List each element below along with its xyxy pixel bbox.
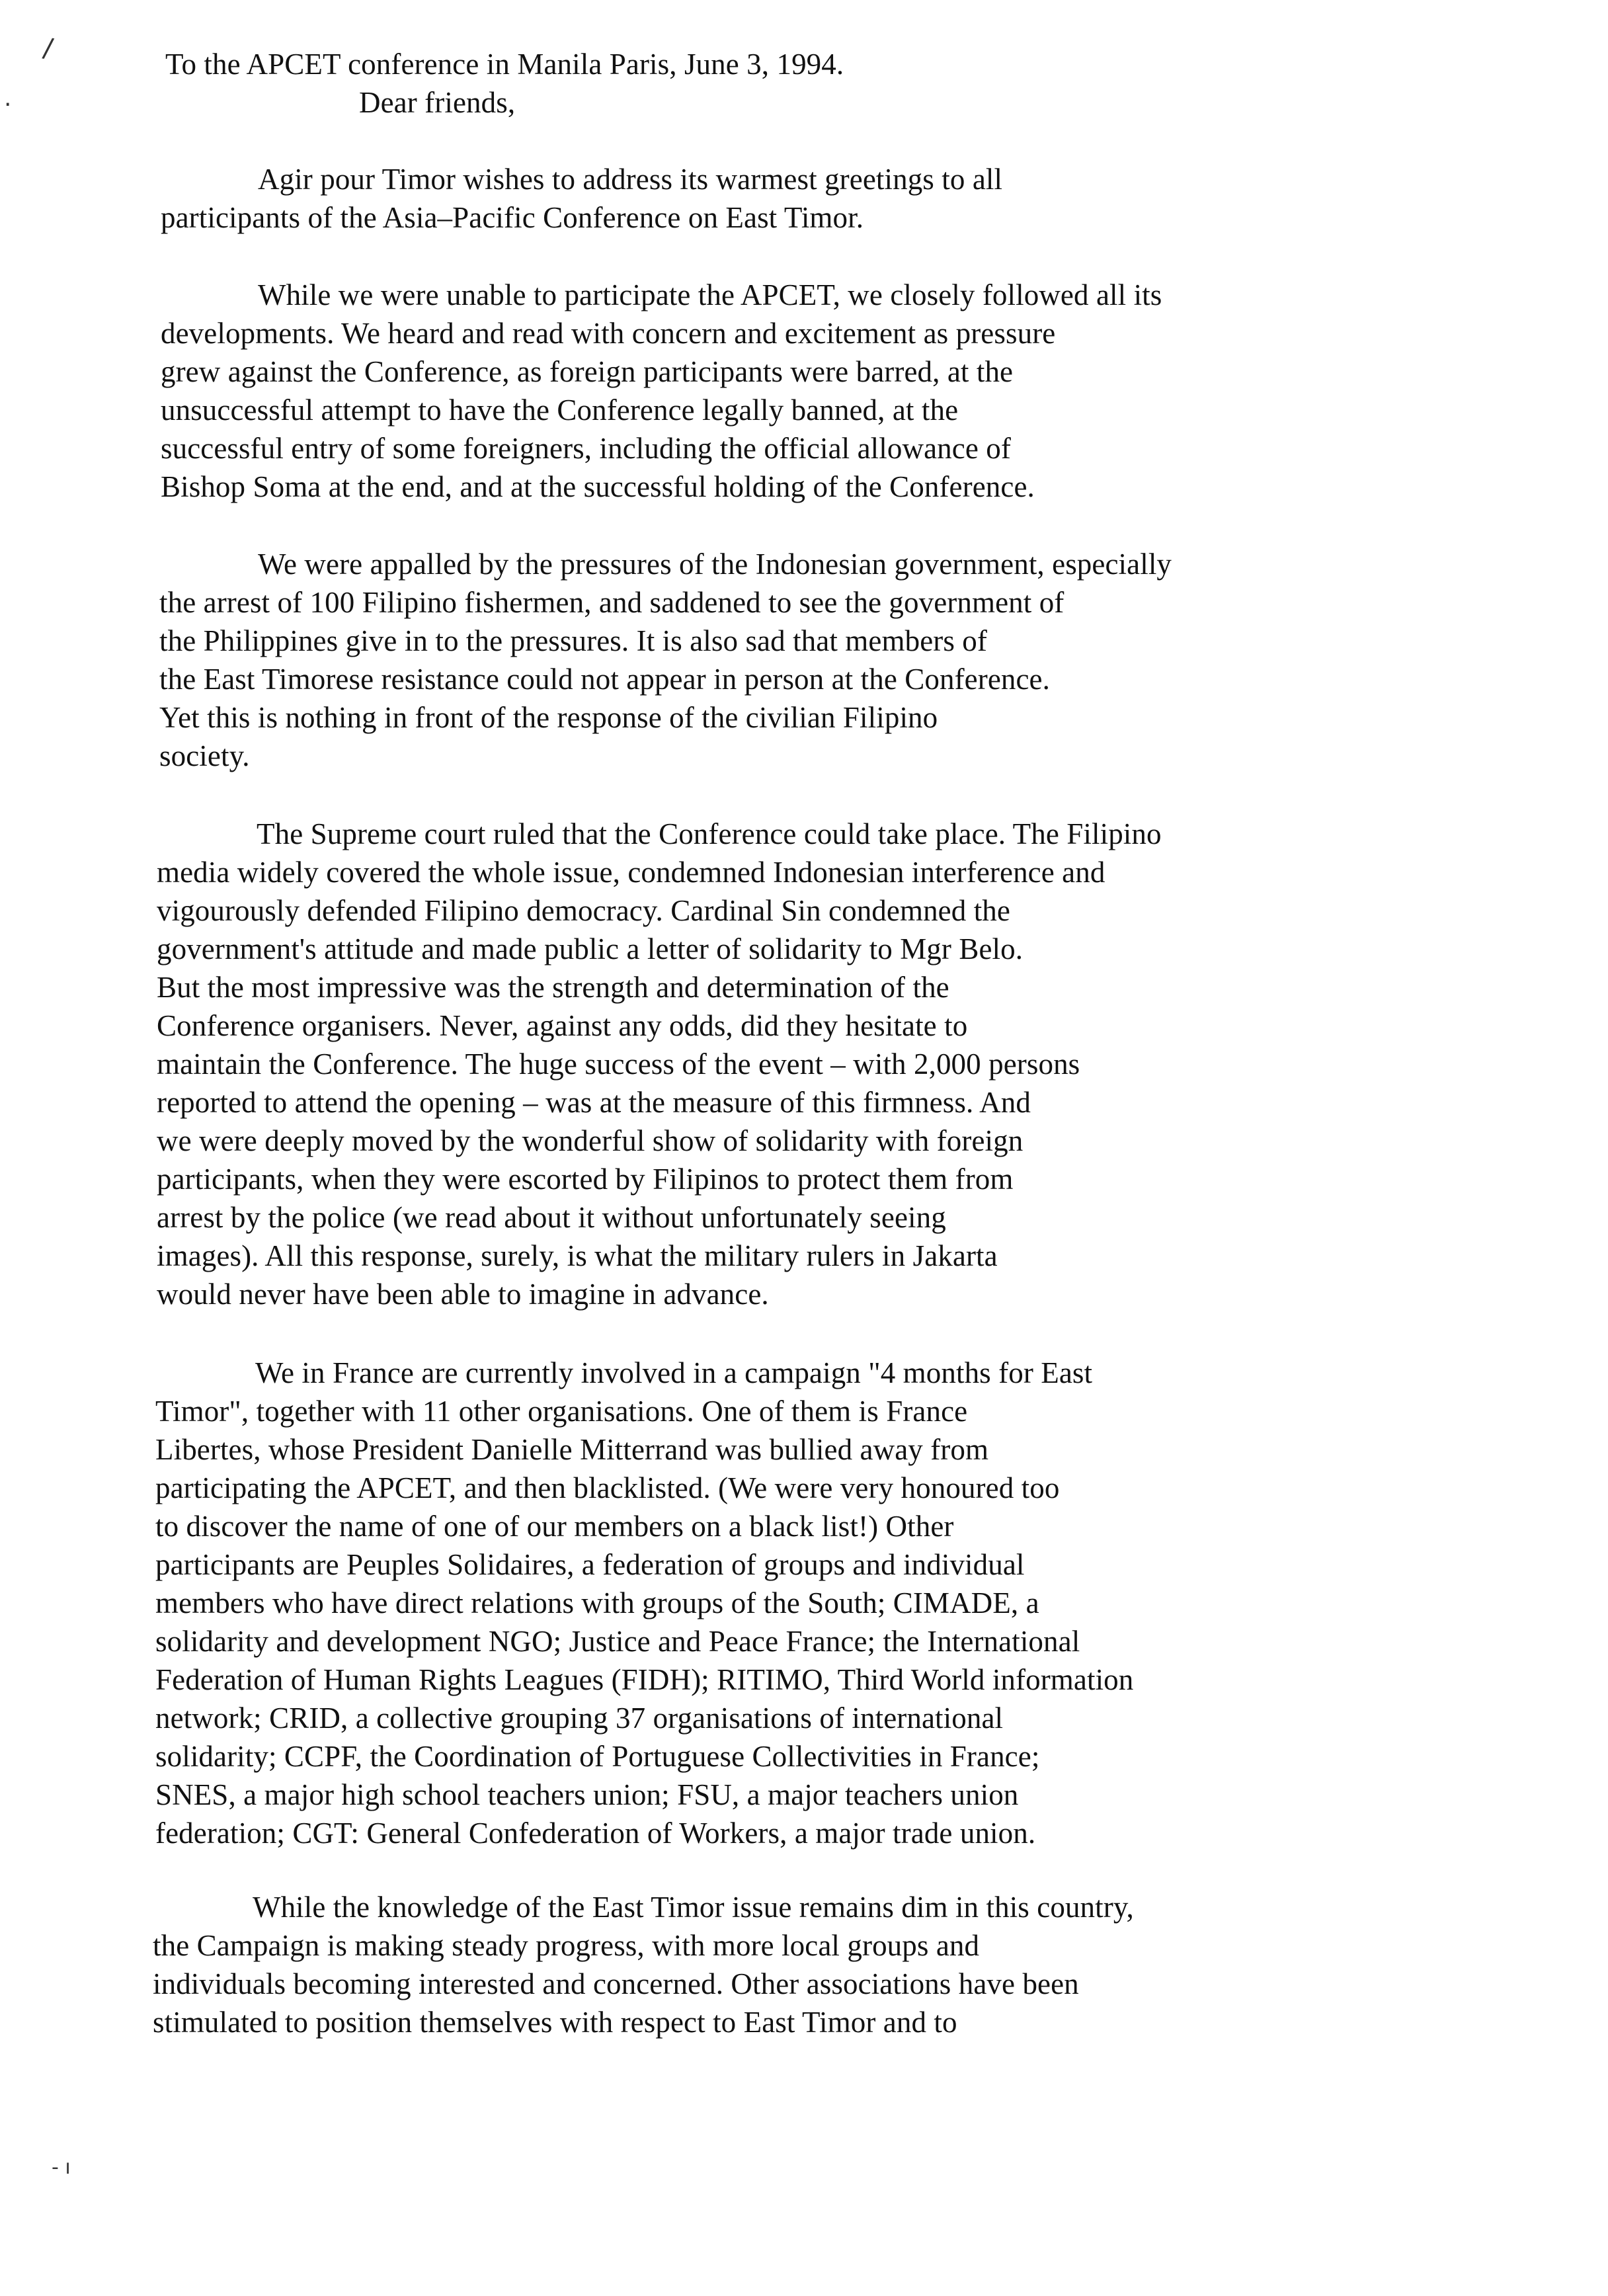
paragraph-5-line: solidarity and development NGO; Justice and Peace France; the International [155, 1625, 1080, 1658]
paragraph-4-line: reported to attend the opening – was at the measure of this firmness. And [157, 1086, 1031, 1119]
paragraph-5-line: network; CRID, a collective grouping 37 organisations of international [155, 1702, 1004, 1735]
paragraph-4-line: arrest by the police (we read about it without unfortunately seeing [157, 1201, 946, 1234]
scan-mark-bottom: - ı [52, 2156, 71, 2179]
paragraph-3-line: We were appalled by the pressures of the Indonesian government, especially [258, 548, 1172, 581]
paragraph-5-line: We in France are currently involved in a campaign "4 months for East [255, 1356, 1093, 1389]
paragraph-1-line: Agir pour Timor wishes to address its warmest greetings to all [258, 163, 1003, 196]
paragraph-6-line: the Campaign is making steady progress, with more local groups and [153, 1929, 980, 1962]
paragraph-3-line: society. [159, 739, 250, 772]
paragraph-4-line: maintain the Conference. The huge success of the event – with 2,000 persons [157, 1047, 1080, 1081]
paragraph-2-line: Bishop Soma at the end, and at the successful holding of the Conference. [161, 470, 1035, 503]
paragraph-4-line: government's attitude and made public a letter of solidarity to Mgr Belo. [157, 932, 1024, 965]
paragraph-5-line: Federation of Human Rights Leagues (FIDH); RITIMO, Third World information [155, 1663, 1134, 1696]
paragraph-5-line: Timor", together with 11 other organisations. One of them is France [155, 1395, 968, 1428]
paragraph-4-line: The Supreme court ruled that the Conference could take place. The Filipino [257, 817, 1162, 850]
paragraph-5-line: Libertes, whose President Danielle Mitterrand was bullied away from [155, 1433, 989, 1466]
paragraph-5-line: members who have direct relations with groups of the South; CIMADE, a [155, 1586, 1039, 1620]
paragraph-1-line: participants of the Asia–Pacific Conference on East Timor. [161, 201, 864, 234]
paragraph-4-line: images). All this response, surely, is what the military rulers in Jakarta [157, 1239, 998, 1272]
paragraph-6-line: stimulated to position themselves with respect to East Timor and to [153, 2006, 957, 2039]
paragraph-2-line: successful entry of some foreigners, including the official allowance of [161, 432, 1011, 465]
paragraph-3-line: Yet this is nothing in front of the response of the civilian Filipino [159, 701, 938, 734]
salutation: Dear friends, [359, 86, 516, 119]
paragraph-5-line: SNES, a major high school teachers union; FSU, a major teachers union [155, 1778, 1019, 1811]
paragraph-2-line: grew against the Conference, as foreign participants were barred, at the [161, 355, 1014, 388]
paragraph-2-line: developments. We heard and read with concern and excitement as pressure [161, 317, 1056, 350]
paragraph-2-line: unsuccessful attempt to have the Conference legally banned, at the [161, 393, 959, 427]
paragraph-4-line: media widely covered the whole issue, condemned Indonesian interference and [157, 856, 1106, 889]
paragraph-5-line: participants are Peuples Solidaires, a federation of groups and individual [155, 1548, 1025, 1581]
paragraph-6-line: individuals becoming interested and concerned. Other associations have been [153, 1967, 1079, 2000]
paragraph-2-line: While we were unable to participate the APCET, we closely followed all its [258, 278, 1162, 311]
paragraph-4-line: would never have been able to imagine in advance. [157, 1278, 769, 1311]
paragraph-4-line: Conference organisers. Never, against any odds, did they hesitate to [157, 1009, 968, 1042]
paragraph-5-line: participating the APCET, and then blacklisted. (We were very honoured too [155, 1471, 1060, 1504]
paragraph-4-line: participants, when they were escorted by Filipinos to protect them from [157, 1163, 1014, 1196]
paragraph-3-line: the East Timorese resistance could not appear in person at the Conference. [159, 663, 1050, 696]
header-line: To the APCET conference in Manila Paris, June 3, 1994. [165, 48, 844, 81]
scan-mark-dot: · [4, 91, 12, 118]
paragraph-5-line: solidarity; CCPF, the Coordination of Portuguese Collectivities in France; [155, 1740, 1040, 1773]
paragraph-6-line: While the knowledge of the East Timor issue remains dim in this country, [253, 1891, 1134, 1924]
paragraph-4-line: we were deeply moved by the wonderful show of solidarity with foreign [157, 1124, 1024, 1157]
paragraph-5-line: to discover the name of one of our members on a black list!) Other [155, 1510, 954, 1543]
paragraph-4-line: But the most impressive was the strength and determination of the [157, 971, 949, 1004]
paragraph-3-line: the arrest of 100 Filipino fishermen, and saddened to see the government of [159, 586, 1065, 619]
paragraph-3-line: the Philippines give in to the pressures. It is also sad that members of [159, 624, 987, 657]
scan-mark-slash: / [41, 32, 56, 64]
paragraph-5-line: federation; CGT: General Confederation of Workers, a major trade union. [155, 1817, 1036, 1850]
paragraph-4-line: vigourously defended Filipino democracy. Cardinal Sin condemned the [157, 894, 1010, 927]
